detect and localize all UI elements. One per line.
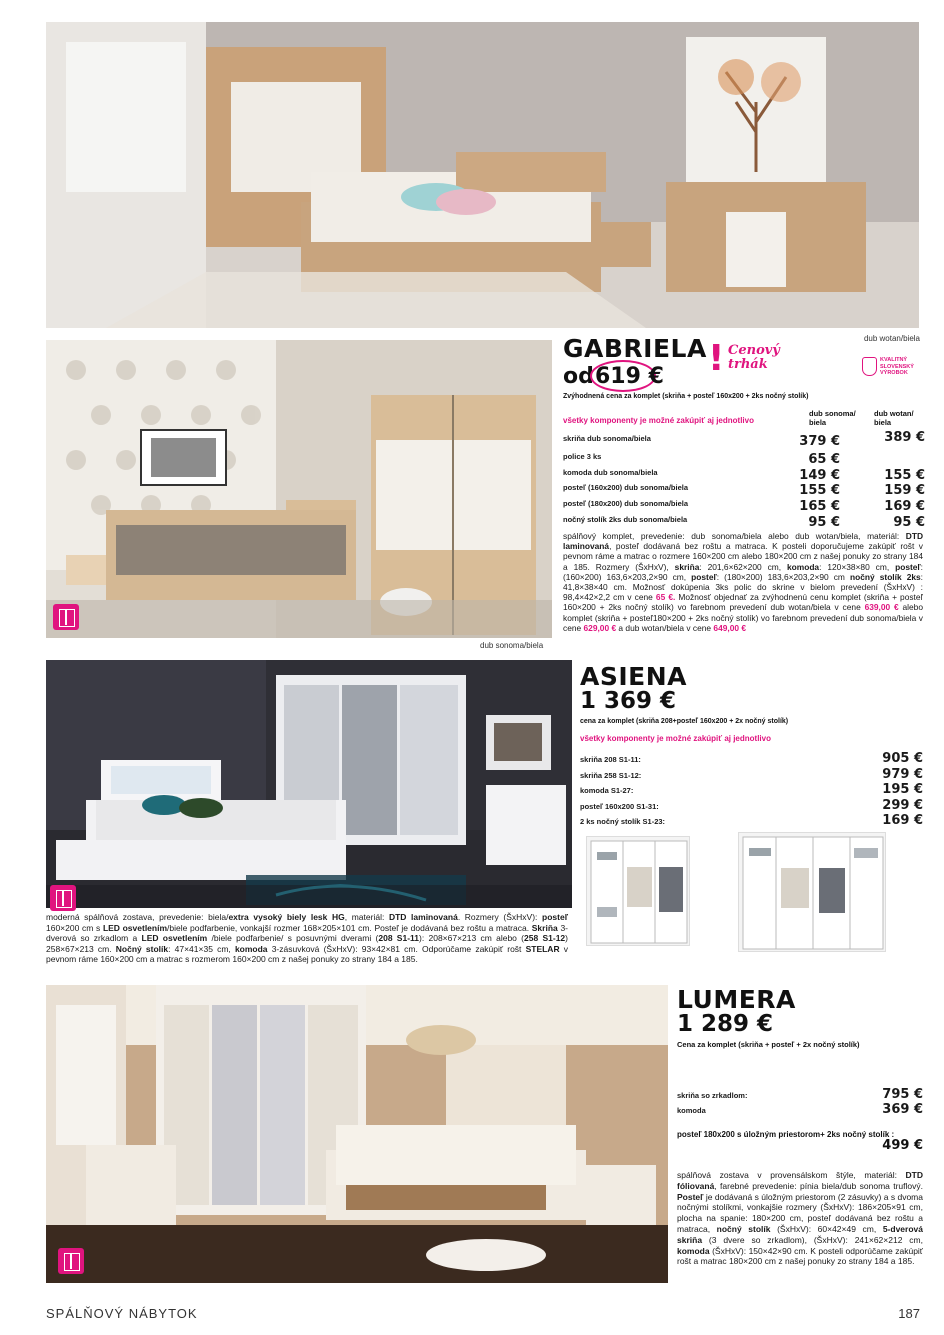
table-row: komoda 369 € [677, 1102, 923, 1117]
price-hit-badge [708, 340, 798, 382]
quality-badge-text: KVALITNÝ SLOVENSKÝ VÝROBOK [880, 357, 914, 376]
wardrobe-interior-thumbnail [738, 832, 886, 952]
lumera-title: LUMERA [677, 985, 796, 1014]
table-row: posteľ (160x200) dub sonoma/biela 155 € 159 € [563, 483, 925, 498]
asiena-note: všetky komponenty je možné zakúpiť aj jednotlivo [580, 734, 771, 743]
table-row: posteľ (180x200) dub sonoma/biela 165 € 169 € [563, 499, 925, 514]
wardrobe-icon [58, 1248, 84, 1274]
slovak-flag-icon [862, 357, 877, 376]
table-row: komoda S1-27: 195 € [580, 782, 923, 797]
lumera-bed-label: posteľ 180x200 s úložným priestorom+ 2ks nočný stolík : [677, 1130, 895, 1139]
table-row: 2 ks nočný stolík S1-23: 169 € [580, 813, 923, 828]
lumera-subtitle: Cena za komplet (skriňa + posteľ + 2x nočný stolík) [677, 1040, 860, 1049]
lumera-photo [46, 985, 668, 1283]
page-number: 187 [898, 1306, 920, 1321]
table-row: nočný stolík 2ks dub sonoma/biela 95 € 95 € [563, 515, 925, 530]
asiena-subtitle: cena za komplet (skriňa 208+posteľ 160x200 + 2x nočný stolík) [580, 718, 789, 725]
lumera-bed-price: 499 € [882, 1138, 923, 1153]
exclamation-icon: ! [708, 338, 725, 379]
hero-bedroom-photo [46, 22, 919, 328]
gabriela-description: spálňový komplet, prevedenie: dub sonoma/biela alebo dub wotan/biela, materiál: DTD laminovaná, posteľ dodávaná bez roštu a matraca. K posteli doporučujeme zakúpiť rošt v pevnom ráme a matrac o rozmere 160×200 cm alebo 180×200 cm z našej ponuky zo strany 184 a 185. Rozmery (ŠxHxV), skriňa: 201,6×62×200 cm, komoda: 120×38×80 cm, posteľ:(160×200) 163,6×203,2×90 cm, posteľ: (180×200) 183,6×203,2×90 cm nočný stolík 2ks: 41,8×38×40 cm. Možnosť dokúpenia 3ks polic do skrine v bielom prevedení (ŠxHxV) : 98,4×42×2,2 cm v cene 65 €. Možnosť objednať za zvýhodnenú cenu komplet (skriňa + posteľ 160×200 + 2ks nočný stolík) vo farebnom prevedení dub wotan/biela v cene 639,00 € alebo komplet (skriňa + posteľ180×200 + 2ks nočný stolík) vo farebnom prevedení dub sonoma/biela v cene 629,00 € a dub wotan/biela v cene 649,00 € [563, 531, 923, 633]
asiena-photo [46, 660, 572, 908]
gabriela-title: GABRIELA [563, 334, 707, 363]
price-hit-label: Cenový trhák [728, 343, 780, 372]
table-row: skriňa 208 S1-11: 905 € [580, 751, 923, 766]
table-row: skriňa 258 S1-12: 979 € [580, 767, 923, 782]
gabriela-note: všetky komponenty je možné zakúpiť aj jednotlivo [563, 416, 754, 425]
hero-caption: dub wotan/biela [863, 334, 920, 343]
gabriela-price-prefix: od [563, 364, 594, 389]
gabriela-col-sonoma: dub sonoma/ biela [809, 409, 856, 427]
wardrobe-icon [50, 885, 76, 911]
gabriela-photo [46, 340, 552, 638]
table-row: police 3 ks 65 € [563, 452, 840, 467]
table-row: posteľ 160x200 S1-31: 299 € [580, 798, 923, 813]
table-row: komoda dub sonoma/biela 149 € 155 € [563, 468, 925, 483]
asiena-title: ASIENA [580, 662, 688, 691]
lumera-description: spálňová zostava v provensálskom štýle, materiál: DTD fóliovaná, farebné prevedenie: pínia biela/dub sonoma truflový. Posteľ je dodávaná s úložným priestorom (2 zásuvky) a s dvoma nočnými stolíkmi, vonkajšie rozmery (ŠxHxV): 186×205×91 cm, plocha na spanie: 180×200 cm, posteľ dodávaná bez roštu a matraca, nočný stolík (ŠxHxV): 60×42×49 cm, 5-dverová skriňa (3 dvere so zrkadlom), (ŠxHxV): 241×62×212 cm, komoda (ŠxHxV): 150×42×90 cm. K posteli odporúčame zakúpiť rošt a matrac 180×200 cm z našej ponuky zo strany 184 a 185. [677, 1170, 923, 1267]
wardrobe-icon [53, 604, 79, 630]
table-row: skriňa so zrkadlom: 795 € [677, 1087, 923, 1102]
gabriela-subtitle: Zvýhodnená cena za komplet (skriňa + posteľ 160x200 + 2ks nočný stolík) [563, 393, 809, 400]
table-row: skriňa dub sonoma/biela 379 € 389 € [563, 430, 925, 449]
asiena-description: moderná spálňová zostava, prevedenie: biela/extra vysoký biely lesk HG, materiál: DTD laminovaná. Rozmery (ŠxHxV): posteľ 160×200 cm s LED osvetlením/biele podfarbenie, vonkajší rozmer 168×205×101 cm. Posteľ je dodávaná bez roštu a matraca. Skriňa 3-dverová so zrkadlom a LED osvetlením /biele podfarbenie/ s posuvnými dverami (208 S1-11): 208×67×213 cm alebo (258 S1-12) 258×67×213 cm. Nočný stolík: 47×41×35 cm, komoda 3-zásuvková (ŠxHxV): 93×42×81 cm. Odporúčame zakúpiť rošt STELAR v pevnom ráme 160×200 cm a matrac s rozmerom 160×200 cm z našej ponuky zo strany 184 a 185. [46, 912, 568, 965]
lumera-price: 1 289 € [677, 1011, 774, 1037]
quality-badge [862, 357, 926, 381]
gabriela-col-wotan: dub wotan/ biela [874, 409, 914, 427]
asiena-price: 1 369 € [580, 688, 677, 714]
gabriela-photo-caption: dub sonoma/biela [480, 641, 544, 650]
section-title: SPÁLŇOVÝ NÁBYTOK [46, 1306, 198, 1321]
wardrobe-interior-thumbnail [586, 836, 690, 946]
gabriela-price: 619 € [595, 364, 664, 389]
